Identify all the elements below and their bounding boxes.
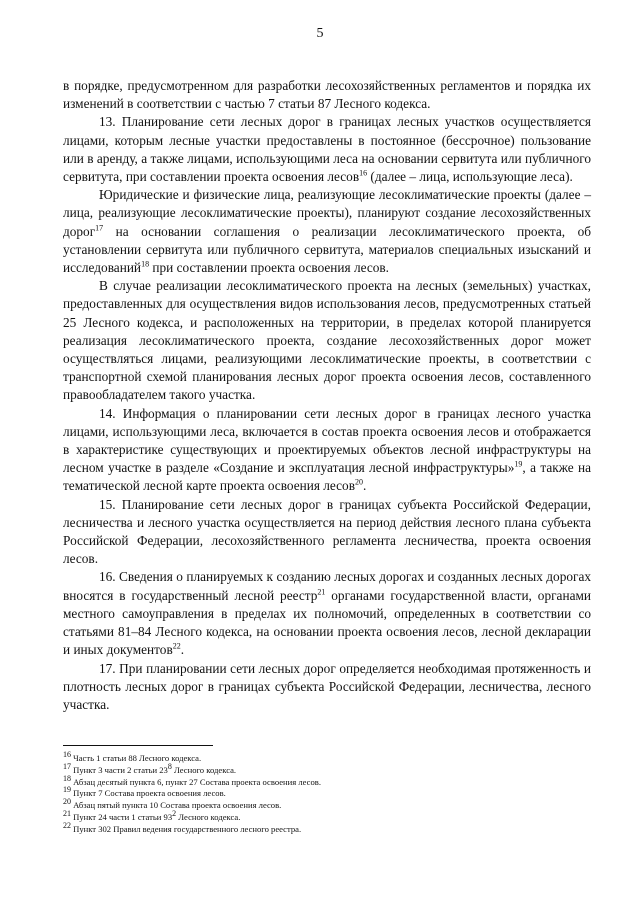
footnote-ref[interactable]: 19 <box>514 459 523 469</box>
footnote-number: 21 <box>63 809 71 819</box>
paragraph-15 <box>63 496 591 569</box>
footnote <box>63 773 591 789</box>
footnote-ref[interactable]: 17 <box>95 223 104 233</box>
footnote-divider <box>63 745 213 746</box>
paragraph <box>63 77 591 113</box>
paragraph-text: органами государственной власти, органами местного самоуправления в пределах их полномочий, определенных в соответствии со статьями 81–84 Лесного кодекса, на основании проекта освоения лесов, лесной декларации и иных документов <box>63 587 591 658</box>
footnote-number: 22 <box>63 820 71 830</box>
footnotes <box>63 750 591 836</box>
footnote <box>63 761 591 777</box>
footnote-ref[interactable]: 16 <box>359 168 368 178</box>
page-number: 5 <box>316 26 324 41</box>
footnote-ref[interactable]: 20 <box>354 478 363 488</box>
paragraph-text: . <box>362 478 367 494</box>
footnote <box>63 785 591 800</box>
footnote-text: Абзац десятый пункта 6, пункт 27 Состава проекта освоения лесов. <box>71 776 321 787</box>
footnote-number: 20 <box>63 797 71 807</box>
footnote-number: 18 <box>63 773 71 783</box>
paragraph-text: 17. При планировании сети лесных дорог определяется необходимая протяженность и плотность лесных дорог в границах субъекта Российской Федерации, лесничества, лесного участка. <box>63 660 591 712</box>
paragraph-17 <box>63 660 591 715</box>
paragraph <box>63 277 591 404</box>
footnote-text: Абзац пятый пункта 10 Состава проекта освоения лесов. <box>71 800 282 811</box>
paragraph-text: 13. Планирование сети лесных дорог в границах лесных участков осуществляется лицами, которым лесные участки предоставлены в постоянное (бессрочное) пользование или в аренду, а также лицами, использующими леса на основании сервитута или публичного сервитута, при составлении проекта освоения лесов <box>63 114 591 185</box>
footnote-text: Пункт 24 части 1 статьи 93 <box>71 811 173 822</box>
footnote <box>63 820 591 836</box>
footnote <box>63 797 591 812</box>
footnote-text: Часть 1 статьи 88 Лесного кодекса. <box>71 753 202 763</box>
footnote-text: Пункт 3 части 2 статьи 23 <box>71 764 168 775</box>
paragraph-text: 14. Информация о планировании сети лесных дорог в границах лесного участка лицами, использующими леса, включается в состав проекта освоения лесов и отображается в характеристике существующих и проектируемых объектов лесной инфраструктуры на лесном участке в разделе «Создание и эксплуатация лесной инфраструктуры» <box>63 405 591 476</box>
paragraph-text: в порядке, предусмотренном для разработки лесохозяйственных регламентов и порядка их изменений в соответствии с частью 7 статьи 87 Лесного кодекса. <box>63 78 591 112</box>
paragraph <box>63 186 591 277</box>
footnote-ref[interactable]: 21 <box>317 587 326 597</box>
footnote-text: Лесного кодекса. <box>176 811 241 822</box>
footnote-number: 16 <box>63 750 71 760</box>
paragraph-16 <box>63 568 591 659</box>
footnote-ref[interactable]: 18 <box>141 259 150 269</box>
paragraph-text: 16. Сведения о планируемых к созданию лесных дорогах и созданных лесных дорогах вносятся в государственный лесной реестр <box>63 569 591 603</box>
footnote-text: Лесного кодекса. <box>171 764 237 775</box>
footnote-superscript: 8 <box>167 761 172 771</box>
paragraph-13 <box>63 113 591 186</box>
footnote-superscript: 2 <box>172 809 177 819</box>
paragraph-text: при составлении проекта освоения лесов. <box>149 260 389 276</box>
footnote-text: Пункт 302 Правил ведения государственного лесного реестра. <box>71 823 302 834</box>
paragraph-text: . <box>180 642 185 658</box>
footnote-ref[interactable]: 22 <box>172 641 181 651</box>
paragraph-text: , а также на тематической лесной карте проекта освоения лесов <box>63 460 592 494</box>
footnote-text: Пункт 7 Состава проекта освоения лесов. <box>71 788 226 799</box>
paragraph-text: В случае реализации лесоклиматического проекта на лесных (земельных) участках, предоставленных для осуществления видов использования лесов, предусмотренных статьей 25 Лесного кодекса, и расположенных на территории, в пределах которой планируется реализация лесоклиматического проекта, создание лесохозяйственных дорог может осуществляться лицами, реализующими лесоклиматические проекты, в соответствии с транспортной схемой планирования лесных дорог проекта освоения лесов, составленного правообладателем такого участка. <box>63 278 591 403</box>
paragraph-text: 15. Планирование сети лесных дорог в границах субъекта Российской Федерации, лесничества и лесного участка осуществляется на период действия лесного плана субъекта Российской Федерации, лесохозяйственного регламента лесничества, проекта освоения лесов. <box>63 496 591 567</box>
paragraph-14 <box>63 405 591 496</box>
paragraph-text: Юридические и физические лица, реализующие лесоклиматические проекты (далее – лица, реализующие лесоклиматические проекты), планируют создание лесохозяйственных дорог <box>63 187 591 239</box>
footnote <box>63 809 591 824</box>
paragraph-text: на основании соглашения о реализации лесоклиматического проекта, об установлении сервитута или публичного сервитута, материалов специальных изысканий и исследований <box>63 223 591 276</box>
footnote-number: 19 <box>63 785 71 795</box>
footnote-number: 17 <box>63 761 71 771</box>
document-body <box>63 77 591 714</box>
footnote <box>63 750 591 765</box>
paragraph-text: (далее – лица, использующие леса). <box>367 169 573 185</box>
